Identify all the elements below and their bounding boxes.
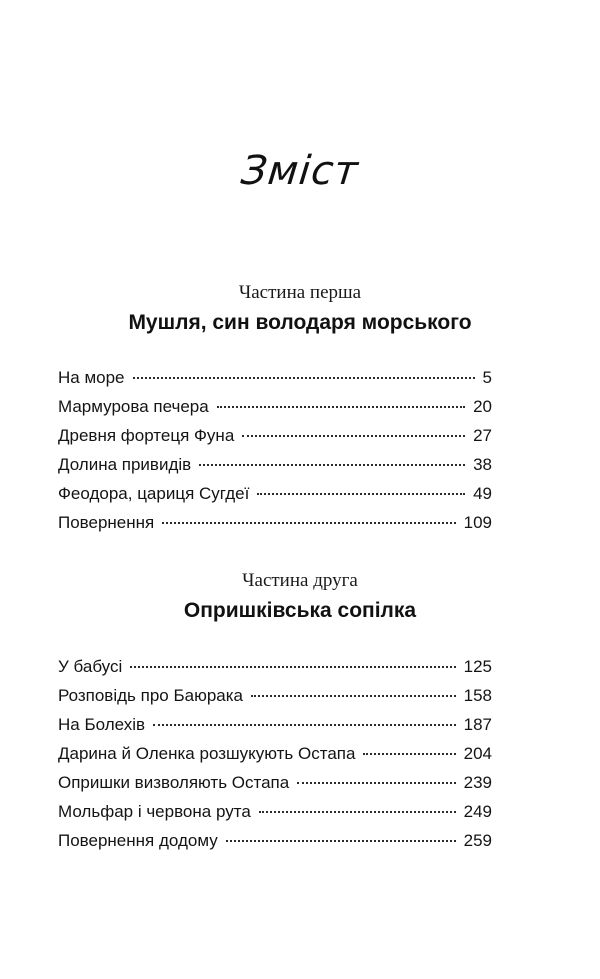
- toc-entry[interactable]: [58, 715, 492, 744]
- toc-entry-page: 158: [463, 686, 492, 705]
- toc-entry-title: Феодора, цариця Сугдеї: [58, 484, 250, 503]
- dot-leader: [251, 695, 456, 697]
- toc-entry-page: 20: [473, 397, 492, 416]
- toc-entry-page: 38: [473, 455, 492, 474]
- toc-entry-title: Дарина й Оленка розшукують Остапа: [58, 744, 356, 763]
- part-1-toc: [58, 368, 492, 542]
- dot-leader: [259, 811, 456, 813]
- dot-leader: [217, 406, 465, 408]
- toc-entry[interactable]: [58, 397, 492, 426]
- toc-entry-title: Опришки визволяють Остапа: [58, 773, 290, 792]
- dot-leader: [133, 377, 475, 379]
- toc-entry-page: 5: [482, 368, 492, 387]
- toc-entry-page: 187: [463, 715, 492, 734]
- toc-entry[interactable]: [58, 773, 492, 802]
- part-2-toc: [58, 657, 492, 860]
- toc-entry-title: Повернення: [58, 513, 155, 532]
- toc-entry-page: 27: [473, 426, 492, 445]
- toc-entry-title: Розповідь про Баюрака: [58, 686, 243, 705]
- dot-leader: [162, 522, 455, 524]
- dot-leader: [130, 666, 455, 668]
- toc-entry-title: Долина привидів: [58, 455, 192, 474]
- toc-entry[interactable]: [58, 513, 492, 542]
- toc-entry-page: 109: [463, 513, 492, 532]
- toc-entry[interactable]: [58, 802, 492, 831]
- toc-entry-title: На Болехів: [58, 715, 146, 734]
- toc-entry[interactable]: [58, 426, 492, 455]
- dot-leader: [297, 782, 455, 784]
- toc-entry[interactable]: [58, 686, 492, 715]
- part-2-label: Частина друга: [242, 570, 358, 591]
- toc-entry-title: Повернення додому: [58, 831, 218, 850]
- dot-leader: [242, 435, 465, 437]
- dot-leader: [257, 493, 465, 495]
- contents-heading: Зміст: [238, 148, 362, 194]
- toc-entry-page: 125: [463, 657, 492, 676]
- dot-leader: [199, 464, 465, 466]
- dot-leader: [363, 753, 455, 755]
- toc-entry-page: 49: [473, 484, 492, 503]
- part-1-label: Частина перша: [238, 282, 362, 303]
- toc-entry[interactable]: [58, 744, 492, 773]
- toc-entry[interactable]: [58, 455, 492, 484]
- toc-entry-title: Мармурова печера: [58, 397, 209, 416]
- toc-entry-title: У бабусі: [58, 657, 123, 676]
- toc-entry[interactable]: [58, 368, 492, 397]
- part-2-title: Опришківська сопілка: [183, 599, 417, 622]
- toc-entry[interactable]: [58, 657, 492, 686]
- toc-entry-page: 259: [463, 831, 492, 850]
- toc-entry-title: Древня фортеця Фуна: [58, 426, 235, 445]
- toc-entry-page: 239: [463, 773, 492, 792]
- part-1-title: Мушля, син володаря морського: [128, 311, 472, 334]
- toc-entry-title: На море: [58, 368, 125, 387]
- toc-entry-page: 204: [463, 744, 492, 763]
- toc-entry-title: Мольфар і червона рута: [58, 802, 251, 821]
- toc-entry-page: 249: [463, 802, 492, 821]
- toc-entry[interactable]: [58, 831, 492, 860]
- dot-leader: [153, 724, 456, 726]
- dot-leader: [226, 840, 456, 842]
- toc-entry[interactable]: [58, 484, 492, 513]
